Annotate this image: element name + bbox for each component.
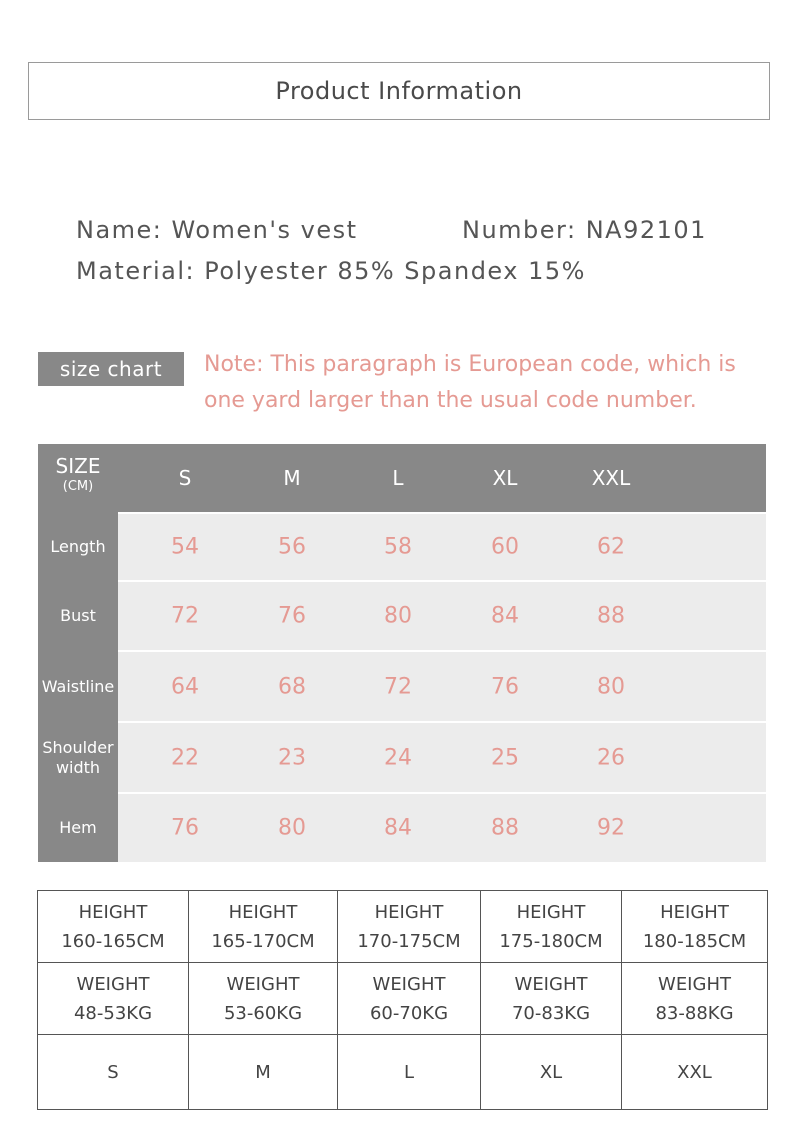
measurement-value: 72 [171,603,199,629]
measurement-value: 88 [597,603,625,629]
measurement-label: Length [50,537,106,556]
height-range: 165-170CM [211,930,315,952]
measurement-value: 24 [384,745,412,770]
measurement-value: 62 [597,534,625,560]
product-number: Number: NA92101 [462,216,707,244]
size-cell: M [189,1035,338,1110]
measurement-label: Shoulder width [42,737,114,777]
measurement-value: 80 [384,603,412,629]
height-cell [38,891,189,963]
size-row-band [118,723,766,792]
measurement-value: 80 [597,674,625,699]
weight-range: 70-83KG [511,1002,591,1024]
weight-cell [622,963,768,1035]
height-cell [622,891,768,963]
measurement-label: Hem [59,818,97,837]
size-header-xxl: XXL [591,466,631,490]
product-information-title: Product Information [28,62,770,120]
size-cell: XL [481,1035,622,1110]
measurement-label: Bust [60,606,96,625]
measurement-value: 76 [278,603,306,629]
size-chart-table [38,444,766,862]
size-cell: XXL [622,1035,768,1110]
measurement-value: 22 [171,745,199,770]
measurement-value: 84 [384,815,412,841]
size-row [38,1035,768,1110]
measurement-value: 72 [384,674,412,699]
weight-cell [481,963,622,1035]
size-header-m: M [283,466,301,490]
height-range: 175-180CM [499,930,603,952]
height-cell [481,891,622,963]
size-label: SIZE [55,454,101,478]
size-column-header [38,454,118,496]
size-cell: S [38,1035,189,1110]
height-cell [338,891,481,963]
weight-row [38,963,768,1035]
weight-range: 53-60KG [223,1002,303,1024]
height-label: HEIGHT [374,901,444,923]
size-row-band [118,514,766,580]
measurement-value: 64 [171,674,199,699]
size-row-band [118,582,766,650]
height-range: 180-185CM [642,930,747,952]
height-label: HEIGHT [228,901,298,923]
height-range: 160-165CM [61,930,165,952]
height-label: HEIGHT [516,901,586,923]
measurement-value: 68 [278,674,306,699]
size-chart-badge: size chart [38,352,184,386]
weight-range: 48-53KG [73,1002,153,1024]
measurement-value: 88 [491,815,519,841]
weight-range: 60-70KG [369,1002,449,1024]
height-row [38,891,768,963]
size-header-xl: XL [492,466,518,490]
size-header-s: S [178,466,192,490]
measurement-value: 56 [278,534,306,560]
measurement-value: 26 [597,745,625,770]
size-cell: L [338,1035,481,1110]
weight-label: WEIGHT [226,973,300,995]
height-cell [189,891,338,963]
measurement-value: 54 [171,534,199,560]
measurement-value: 76 [171,815,199,841]
unit-label: (CM) [62,479,94,494]
weight-cell [38,963,189,1035]
height-label: HEIGHT [660,901,729,923]
measurement-label: Waistline [41,676,115,696]
size-chart-note: Note: This paragraph is European code, which is one yard larger than the usual code number. [204,352,736,413]
product-material: Material: Polyester 85% Spandex 15% [76,257,586,285]
measurement-value: 23 [278,745,306,770]
measurement-value: 80 [278,815,306,841]
measurement-value: 25 [491,745,519,770]
size-row-band [118,652,766,721]
weight-label: WEIGHT [658,973,731,995]
weight-label: WEIGHT [76,973,150,995]
weight-cell [189,963,338,1035]
weight-label: WEIGHT [372,973,446,995]
height-weight-fit-table [37,890,768,1110]
height-range: 170-175CM [357,930,461,952]
product-name: Name: Women's vest [76,216,358,244]
size-header-l: L [392,466,404,490]
weight-range: 83-88KG [655,1002,734,1024]
measurement-value: 76 [491,674,519,699]
measurement-value: 58 [384,534,412,560]
measurement-value: 84 [491,603,519,629]
weight-label: WEIGHT [514,973,588,995]
size-row-band [118,794,766,862]
measurement-value: 60 [491,534,519,560]
weight-cell [338,963,481,1035]
height-label: HEIGHT [78,901,148,923]
measurement-value: 92 [597,815,625,841]
